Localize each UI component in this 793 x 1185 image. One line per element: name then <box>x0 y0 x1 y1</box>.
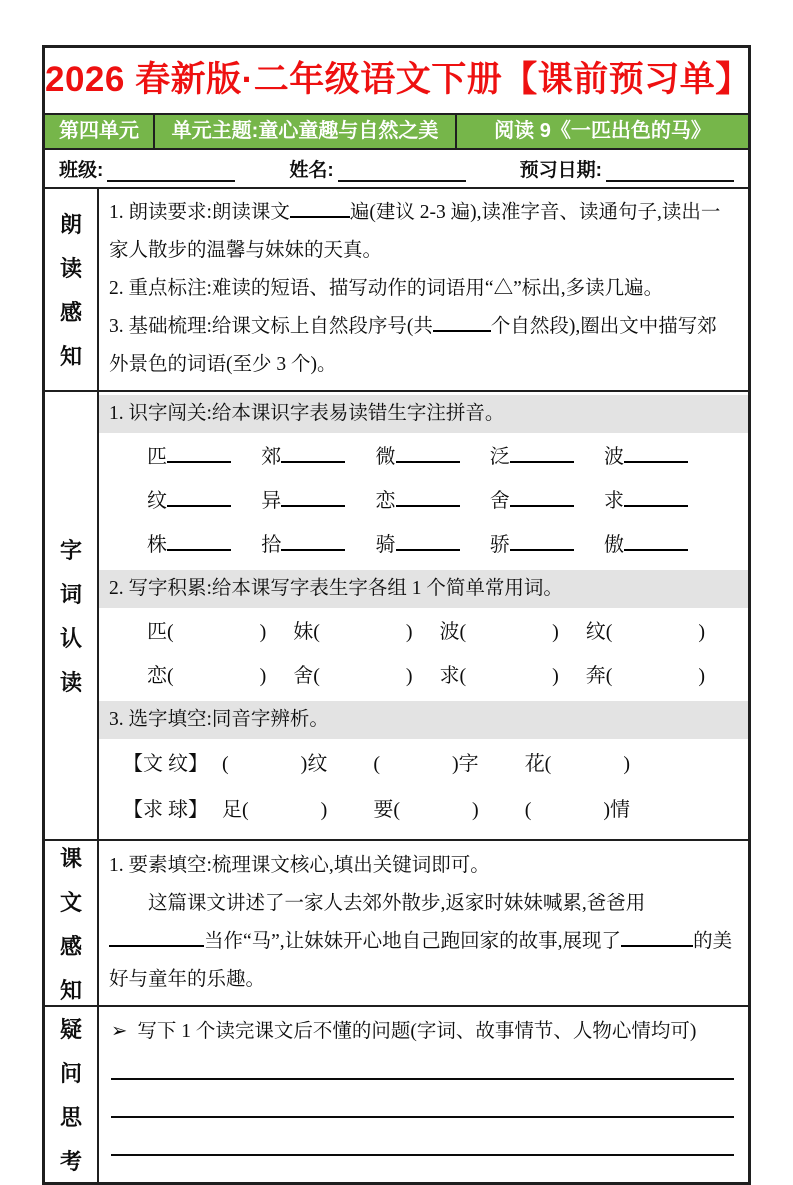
word-char: 奔 <box>585 665 606 687</box>
word-item <box>440 660 586 692</box>
fill-blank <box>109 927 204 947</box>
pinyin-char: 舍 <box>489 490 510 512</box>
text: 花( <box>524 753 552 775</box>
section-label-questions <box>45 1007 99 1182</box>
pinyin-char: 波 <box>604 446 624 468</box>
pinyin-item <box>376 530 460 560</box>
word-char: 波 <box>439 621 460 643</box>
question-prompt <box>109 1013 738 1050</box>
section-label-content <box>45 841 99 1005</box>
text: 当作“马”,让妹妹开心地自己跑回家的故事,展现了 <box>204 931 622 952</box>
class-blank <box>107 160 235 182</box>
reading-item-2: 2. 重点标注:难读的短语、描写动作的词语用“△”标出,多读几遍。 <box>109 278 664 299</box>
section-text-comprehension <box>45 841 748 1007</box>
class-label: 班级: <box>59 160 104 181</box>
text: ) <box>623 753 631 775</box>
word-char: 求 <box>439 665 460 687</box>
word-row <box>99 654 748 698</box>
label-char: 知 <box>59 344 82 369</box>
pinyin-row <box>99 435 748 479</box>
task-band-pinyin: 1. 识字闯关:给本课识字表易读错生字注拼音。 <box>99 395 748 433</box>
pinyin-item <box>261 442 345 472</box>
text: )情 <box>603 799 631 821</box>
pinyin-blank <box>167 443 231 463</box>
paren: ) <box>552 665 559 687</box>
word-char: 纹 <box>585 621 606 643</box>
text: )纹 <box>300 753 328 775</box>
text: 1. 朗读要求:朗读课文 <box>109 202 290 223</box>
pinyin-item <box>147 486 231 516</box>
pinyin-item <box>604 530 688 560</box>
fill-blank <box>290 198 350 218</box>
word-item <box>586 616 732 648</box>
paren: ) <box>405 665 413 687</box>
homophone-row <box>99 741 748 787</box>
student-info-row <box>45 150 748 189</box>
text: 这篇课文讲述了一家人去郊外散步,返家时妹妹喊累,爸爸用 <box>148 893 646 914</box>
word-item <box>293 660 439 692</box>
paren: ( <box>313 665 320 687</box>
pinyin-blank <box>510 531 574 551</box>
pinyin-item <box>261 486 345 516</box>
paren: ) <box>552 621 559 643</box>
word-char: 妹 <box>293 621 314 643</box>
name-blank <box>338 160 466 182</box>
homophone-choices: 【文 纹】 <box>123 753 208 775</box>
unit-header-bar <box>45 115 748 150</box>
pinyin-item <box>604 486 688 516</box>
text: 足( <box>222 799 249 821</box>
content-item-1: 1. 要素填空:梳理课文核心,填出关键词即可。 <box>109 855 490 876</box>
fill-blank <box>621 927 693 947</box>
text: 的美好与童年的乐趣。 <box>109 931 733 990</box>
pinyin-blank <box>281 443 345 463</box>
section-label-reading <box>45 189 99 390</box>
pinyin-char: 骄 <box>489 534 510 556</box>
pinyin-blank <box>396 443 460 463</box>
pinyin-char: 异 <box>261 490 282 512</box>
text: 3. 基础梳理:给课文标上自然段序号(共 <box>109 316 433 337</box>
section-body-words <box>99 392 748 839</box>
label-char: 问 <box>59 1061 82 1086</box>
word-blank <box>249 806 321 816</box>
word-blank <box>531 806 603 816</box>
pinyin-char: 郊 <box>261 446 282 468</box>
pinyin-blank <box>624 531 688 551</box>
pinyin-item <box>490 530 574 560</box>
word-item <box>147 660 293 692</box>
word-blank <box>400 806 472 816</box>
homophone-item <box>222 747 327 781</box>
question-prompt-text: 写下 1 个读完课文后不懂的问题(字词、故事情节、人物心情均可) <box>137 1021 697 1042</box>
pinyin-char: 纹 <box>147 490 167 512</box>
class-field <box>59 155 235 182</box>
page-title: 2026 春新版·二年级语文下册【课前预习单】 <box>45 48 748 115</box>
label-char: 知 <box>59 977 82 1003</box>
pinyin-char: 傲 <box>604 534 624 556</box>
pinyin-blank <box>510 443 574 463</box>
paren: ( <box>459 621 467 643</box>
pinyin-item <box>376 442 460 472</box>
section-label-words <box>45 392 99 839</box>
pinyin-char: 泛 <box>489 446 510 468</box>
text: ( <box>373 753 381 775</box>
paren: ) <box>405 621 413 643</box>
pinyin-item <box>261 530 345 560</box>
word-blank <box>612 628 698 638</box>
paren: ) <box>259 665 267 687</box>
word-row <box>99 610 748 654</box>
fill-blank <box>433 312 491 332</box>
word-char: 匹 <box>147 621 167 643</box>
date-label: 预习日期: <box>519 160 602 181</box>
pinyin-blank <box>281 531 345 551</box>
label-char: 疑 <box>59 1017 82 1042</box>
pinyin-blank <box>624 487 688 507</box>
word-blank <box>612 672 698 682</box>
word-blank <box>174 628 260 638</box>
pinyin-blank <box>281 487 345 507</box>
pinyin-row <box>99 479 748 523</box>
word-char: 舍 <box>293 665 314 687</box>
lesson-title: 阅读 9《一匹出色的马》 <box>457 115 748 148</box>
paren: ( <box>605 621 613 643</box>
word-blank <box>320 628 406 638</box>
task-band-homophones: 3. 选字填空:同音字辨析。 <box>99 701 748 739</box>
section-body-questions <box>99 1007 748 1182</box>
pinyin-blank <box>510 487 574 507</box>
paren: ( <box>167 621 174 643</box>
word-blank <box>466 628 552 638</box>
text: ) <box>472 799 479 821</box>
pinyin-blank <box>624 443 688 463</box>
pinyin-blank <box>396 487 460 507</box>
label-char: 词 <box>59 582 82 607</box>
paren: ) <box>259 621 267 643</box>
label-char: 课 <box>59 845 82 871</box>
section-word-recognition <box>45 392 748 841</box>
text: 要( <box>373 799 401 821</box>
label-char: 感 <box>59 933 82 959</box>
pinyin-char: 拾 <box>261 534 282 556</box>
paren: ) <box>698 621 706 643</box>
pinyin-item <box>147 442 231 472</box>
task-band-words: 2. 写字积累:给本课写字表生字各组 1 个简单常用词。 <box>99 570 748 608</box>
pinyin-item <box>376 486 460 516</box>
pinyin-char: 匹 <box>147 446 167 468</box>
paren: ) <box>698 665 706 687</box>
homophone-item <box>373 793 478 827</box>
reading-item-3 <box>109 308 736 384</box>
paren: ( <box>313 621 320 643</box>
text: ( <box>524 799 532 821</box>
label-char: 读 <box>59 670 82 695</box>
date-field <box>520 155 734 182</box>
pinyin-char: 骑 <box>375 534 396 556</box>
word-blank <box>174 672 260 682</box>
date-blank <box>606 160 734 182</box>
word-blank <box>551 760 623 770</box>
homophone-item <box>525 793 630 827</box>
section-reading-perception <box>45 189 748 392</box>
unit-theme: 单元主题:童心童趣与自然之美 <box>155 115 457 148</box>
word-item <box>586 660 732 692</box>
answer-line <box>111 1078 734 1080</box>
pinyin-char: 微 <box>375 446 396 468</box>
word-char: 恋 <box>147 665 167 687</box>
text: 遍(建议 2-3 遍),读准字音、读通句子,读出一家人散步的温馨与妹妹的天真。 <box>109 202 721 261</box>
word-blank <box>229 760 301 770</box>
word-blank <box>320 672 406 682</box>
worksheet <box>42 45 751 1185</box>
section-questions <box>45 1007 748 1182</box>
homophone-item <box>373 747 478 781</box>
word-blank <box>466 672 552 682</box>
word-item <box>293 616 439 648</box>
label-char: 考 <box>59 1149 82 1174</box>
pinyin-char: 株 <box>147 534 167 556</box>
pinyin-item <box>490 442 574 472</box>
word-blank <box>380 760 452 770</box>
answer-line <box>111 1116 734 1118</box>
pinyin-item <box>490 486 574 516</box>
text: )字 <box>452 753 479 775</box>
pinyin-item <box>604 442 688 472</box>
homophone-choices: 【求 球】 <box>123 799 208 821</box>
label-char: 朗 <box>59 212 82 237</box>
text: ) <box>320 799 328 821</box>
section-body-content <box>99 841 748 1005</box>
pinyin-blank <box>167 531 231 551</box>
pinyin-blank <box>396 531 460 551</box>
answer-line <box>111 1154 734 1156</box>
label-char: 文 <box>59 889 82 915</box>
reading-item-1 <box>109 194 736 270</box>
paren: ( <box>459 665 467 687</box>
paren: ( <box>167 665 174 687</box>
pinyin-row <box>99 523 748 567</box>
pinyin-char: 求 <box>604 490 624 512</box>
word-item <box>440 616 586 648</box>
homophone-row <box>99 787 748 833</box>
arrow-bullet-icon: ➢ <box>111 1021 128 1042</box>
name-label: 姓名: <box>289 160 334 181</box>
pinyin-char: 恋 <box>375 490 396 512</box>
paren: ( <box>605 665 613 687</box>
label-char: 思 <box>59 1105 82 1130</box>
label-char: 字 <box>59 538 82 563</box>
label-char: 读 <box>59 256 82 281</box>
pinyin-item <box>147 530 231 560</box>
text: ( <box>222 753 229 775</box>
pinyin-blank <box>167 487 231 507</box>
homophone-item <box>525 747 630 781</box>
word-item <box>147 616 293 648</box>
content-summary <box>109 885 736 999</box>
label-char: 感 <box>59 300 82 325</box>
homophone-item <box>222 793 327 827</box>
unit-number: 第四单元 <box>45 115 155 148</box>
text: 个自然段),圈出文中描写郊外景色的词语(至少 3 个)。 <box>109 316 717 375</box>
label-char: 认 <box>59 626 82 651</box>
section-body-reading <box>99 189 748 390</box>
name-field <box>289 155 465 182</box>
